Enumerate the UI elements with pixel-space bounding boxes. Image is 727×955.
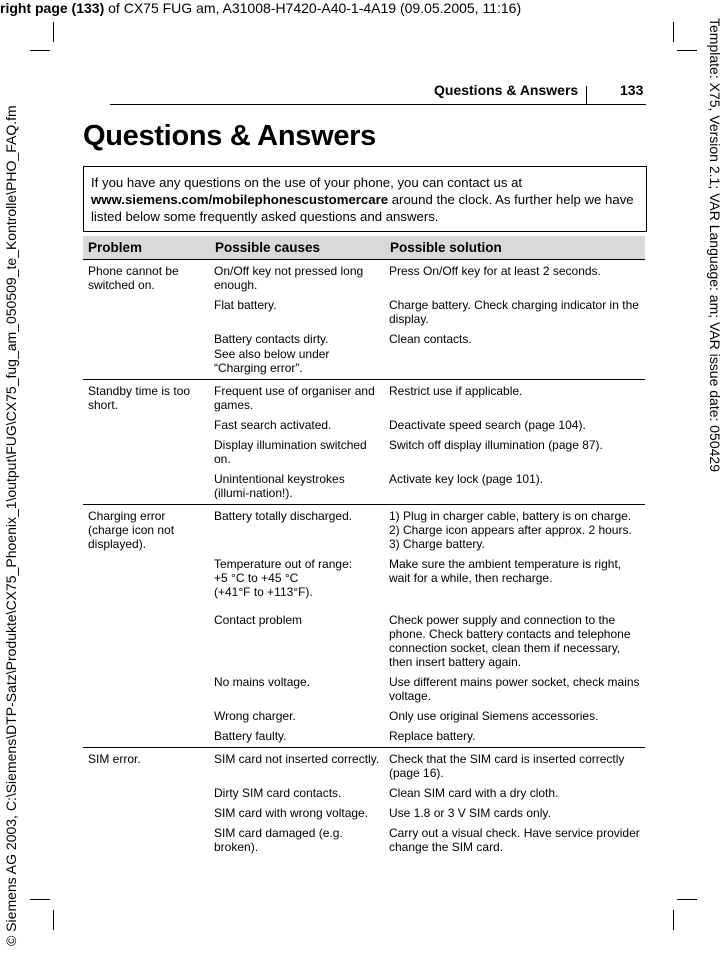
table-header-row	[83, 236, 645, 260]
cause-cell: SIM card not inserted correctly.	[210, 748, 385, 781]
header-divider	[586, 86, 587, 104]
cause-cell: Dirty SIM card contacts.	[214, 786, 342, 800]
problem-cell: Standby time is too short.	[83, 380, 210, 505]
solution-cell: Only use original Siemens accessories.	[389, 709, 599, 723]
crop-mark	[677, 899, 697, 900]
problem-cell: Charging error (charge icon not displayed).	[83, 505, 210, 748]
solution-cell: Check that the SIM card is inserted correctly (page 16).	[385, 748, 645, 781]
solution-cell: Use 1.8 or 3 V SIM cards only.	[389, 806, 551, 820]
solution-cell: Use different mains power socket, check mains voltage.	[389, 675, 640, 703]
cause-cell: Display illumination switched on.	[214, 438, 367, 466]
solution-cell: Replace battery.	[389, 729, 476, 743]
copyright-path-vertical: © Siemens AG 2003, C:\Siemens\DTP-Satz\Produkte\CX75_Phoenix_1\output\FUG\CX75_fug_am_050509_te_Kontrolle\PHO_FAQ.fm	[3, 105, 19, 946]
cause-cell: Temperature out of range: +5 °C to +45 °C (+41°F to +113°F).	[214, 557, 353, 599]
solution-cell: Activate key lock (page 101).	[389, 472, 544, 486]
problem-cell: Phone cannot be switched on.	[83, 260, 210, 380]
intro-text-after: around the clock. As further help we have listed below some frequently asked questions and answers.	[91, 192, 634, 224]
cause-cell: Battery contacts dirty.	[214, 332, 329, 346]
crop-mark	[677, 50, 697, 51]
cause-cell: See also below under “Charging error”.	[214, 347, 330, 375]
crop-mark	[30, 899, 50, 900]
header-problem: Problem	[83, 236, 210, 260]
table-row	[83, 505, 645, 552]
cause-cell: Wrong charger.	[214, 709, 296, 723]
table-row	[83, 380, 645, 413]
solution-cell: Press On/Off key for at least 2 seconds.	[385, 260, 645, 293]
solution-cell: 1) Plug in charger cable, battery is on charge. 2) Charge icon appears after approx. 2 hours. 3) Charge battery.	[385, 505, 645, 552]
solution-cell	[385, 346, 645, 380]
intro-text: If you have any questions on the use of your phone, you can contact us at	[91, 175, 523, 190]
cause-cell: Contact problem	[214, 613, 303, 627]
solution-cell: Carry out a visual check. Have service provider change the SIM card.	[389, 826, 640, 854]
solution-cell: Check power supply and connection to the phone. Check battery contacts and telephone connection socket, clean them if necessary, then insert battery again.	[389, 613, 631, 669]
header-rule	[110, 104, 646, 105]
solution-cell: Deactivate speed search (page 104).	[389, 418, 586, 432]
cause-cell: No mains voltage.	[214, 675, 311, 689]
support-url: www.siemens.com/mobilephonescustomercare	[91, 192, 389, 207]
cause-cell: Flat battery.	[214, 298, 277, 312]
table-row	[83, 748, 645, 781]
solution-cell: Restrict use if applicable.	[385, 380, 645, 413]
solution-cell: Clean contacts.	[389, 332, 472, 346]
header-causes: Possible causes	[210, 236, 385, 260]
page-number: 133	[620, 82, 644, 98]
crop-mark	[673, 910, 674, 930]
cause-cell: On/Off key not pressed long enough.	[210, 260, 385, 293]
running-header-bold: right page (133)	[0, 0, 105, 16]
page-title: Questions & Answers	[83, 120, 376, 152]
running-header-rest: of CX75 FUG am, A31008-H7420-A40-1-4A19 (09.05.2005, 11:16)	[104, 0, 522, 16]
crop-mark	[30, 50, 50, 51]
solution-cell: Charge battery. Check charging indicator in the display.	[389, 298, 639, 326]
cause-cell: SIM card with wrong voltage.	[214, 806, 369, 820]
page-header-title: Questions & Answers	[434, 82, 579, 98]
solution-cell: Make sure the ambient temperature is right, wait for a while, then recharge.	[389, 557, 622, 585]
cause-cell: Frequent use of organiser and games.	[210, 380, 385, 413]
solution-cell: Switch off display illumination (page 87).	[389, 438, 603, 452]
intro-box	[83, 166, 647, 232]
cause-cell: Battery totally discharged.	[210, 505, 385, 552]
crop-mark	[53, 22, 54, 42]
header-solution: Possible solution	[385, 236, 645, 260]
cause-cell: Battery faulty.	[214, 729, 287, 743]
problem-cell: SIM error.	[83, 748, 210, 855]
running-header	[0, 0, 521, 16]
template-info-vertical: Template: X75, Version 2.1; VAR Language: am; VAR issue date: 050429	[707, 18, 723, 472]
faq-table	[83, 236, 645, 854]
crop-mark	[673, 22, 674, 42]
cause-cell: Unintentional keystrokes (illumi-nation!).	[214, 472, 345, 500]
cause-cell: SIM card damaged (e.g. broken).	[214, 826, 343, 854]
table-row	[83, 260, 645, 293]
crop-mark	[53, 910, 54, 930]
solution-cell: Clean SIM card with a dry cloth.	[389, 786, 559, 800]
cause-cell: Fast search activated.	[214, 418, 332, 432]
